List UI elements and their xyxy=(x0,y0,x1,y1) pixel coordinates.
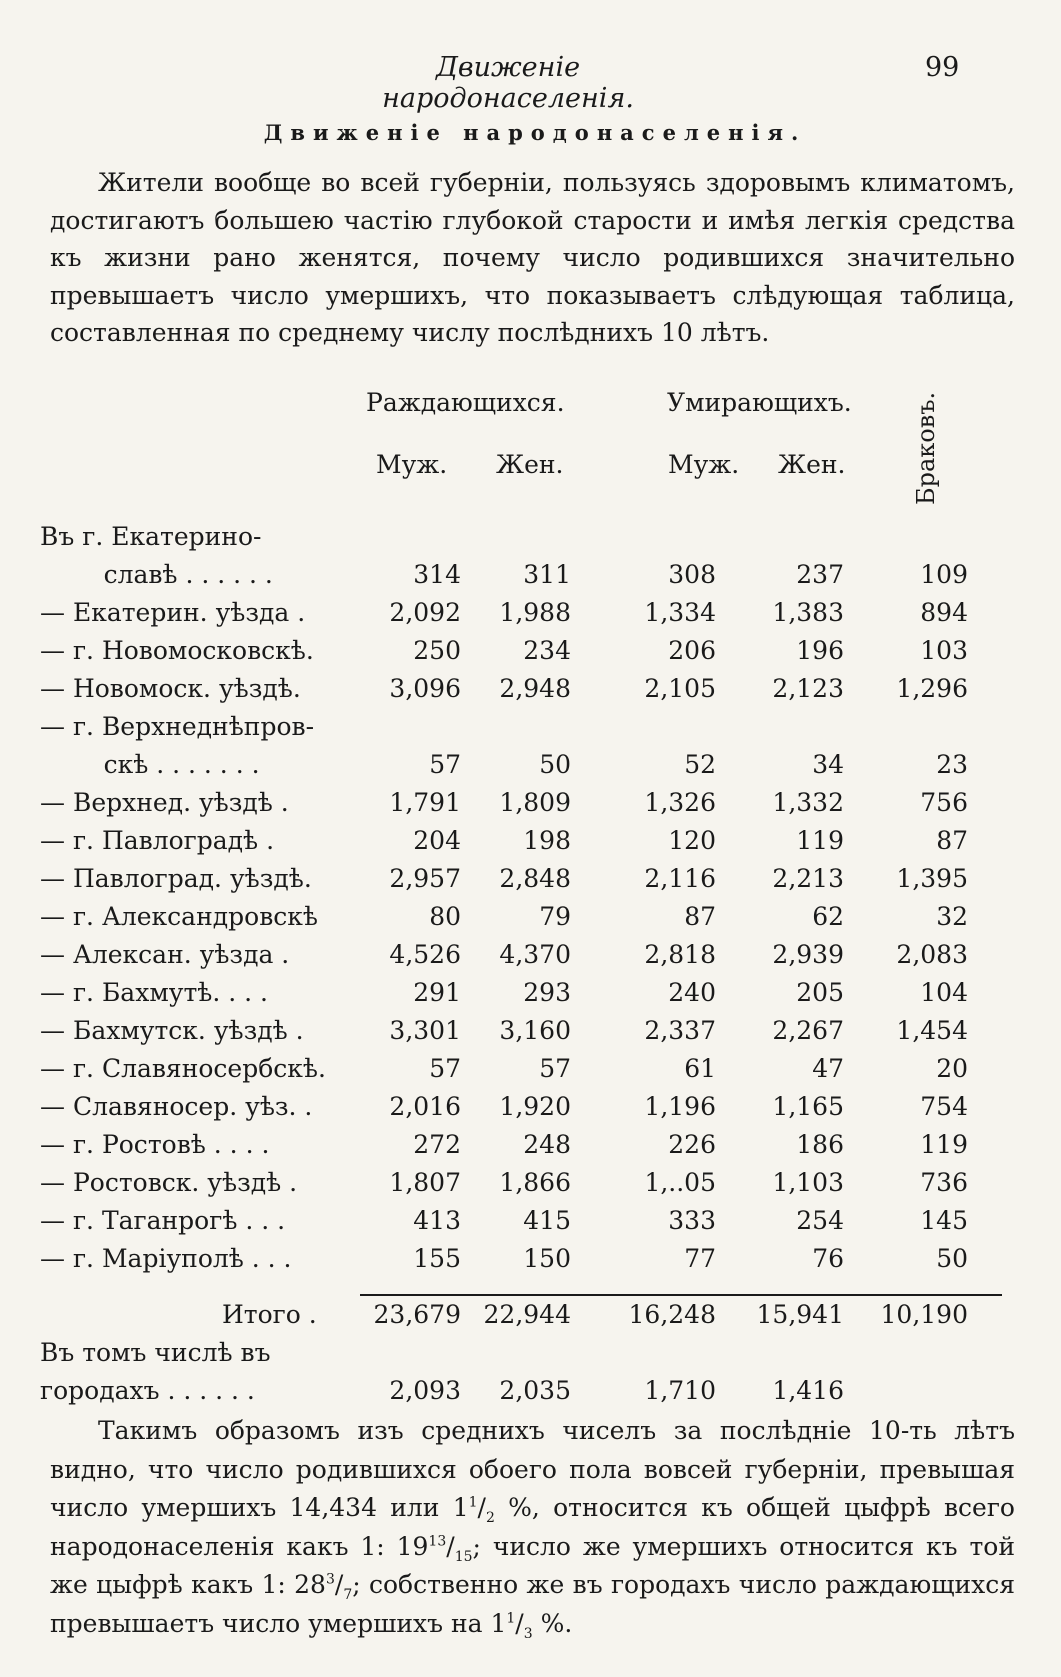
total-row xyxy=(0,1300,1061,1338)
deaths-female-cell: 47 xyxy=(812,1054,844,1083)
births-male-cell: 250 xyxy=(413,636,461,665)
births-female-cell: 150 xyxy=(523,1244,571,1273)
row-label: — Екатерин. уѣзда . xyxy=(40,598,306,627)
total-marriages: 10,190 xyxy=(880,1300,968,1329)
deaths-female-cell: 34 xyxy=(812,750,844,779)
deaths-male-cell: 2,337 xyxy=(644,1016,716,1045)
deaths-female-cell: 119 xyxy=(796,826,844,855)
table-row xyxy=(0,750,1061,788)
marriages-cell: 32 xyxy=(936,902,968,931)
row-label: Въ г. Екатерино- xyxy=(40,522,262,551)
deaths-female-cell: 237 xyxy=(796,560,844,589)
deaths-male-cell: 1,..05 xyxy=(644,1168,716,1197)
births-group-header: Раждающихся. xyxy=(366,388,565,417)
deaths-female-cell: 62 xyxy=(812,902,844,931)
marriages-cell: 1,454 xyxy=(896,1016,968,1045)
deaths-male-cell: 2,105 xyxy=(644,674,716,703)
total-births-male: 23,679 xyxy=(373,1300,461,1329)
deaths-male-cell: 333 xyxy=(668,1206,716,1235)
deaths-male-cell: 240 xyxy=(668,978,716,1007)
deaths-male-cell: 52 xyxy=(684,750,716,779)
births-female-cell: 415 xyxy=(523,1206,571,1235)
towns-births-male: 2,093 xyxy=(389,1376,461,1405)
deaths-female-cell: 2,939 xyxy=(772,940,844,969)
table-row xyxy=(0,864,1061,902)
births-female-header: Жен. xyxy=(496,450,564,479)
marriages-cell: 736 xyxy=(920,1168,968,1197)
towns-label-cont: городахъ . . . . . . xyxy=(40,1376,255,1405)
deaths-female-cell: 2,213 xyxy=(772,864,844,893)
births-male-header: Муж. xyxy=(376,450,448,479)
births-female-cell: 311 xyxy=(523,560,571,589)
births-female-cell: 2,848 xyxy=(499,864,571,893)
deaths-female-cell: 2,267 xyxy=(772,1016,844,1045)
deaths-male-cell: 77 xyxy=(684,1244,716,1273)
births-female-cell: 1,988 xyxy=(499,598,571,627)
row-label: — г. Новомосковскѣ. xyxy=(40,636,314,665)
deaths-male-cell: 226 xyxy=(668,1130,716,1159)
table-row xyxy=(0,1092,1061,1130)
table-row xyxy=(0,1206,1061,1244)
births-female-cell: 1,920 xyxy=(499,1092,571,1121)
closing-text-5: %. xyxy=(532,1608,573,1638)
marriages-cell: 119 xyxy=(920,1130,968,1159)
births-male-cell: 4,526 xyxy=(389,940,461,969)
row-label: — г. Ростовѣ . . . . xyxy=(40,1130,270,1159)
births-male-cell: 1,791 xyxy=(389,788,461,817)
towns-label: Въ томъ числѣ въ xyxy=(40,1338,271,1367)
deaths-female-cell: 1,165 xyxy=(772,1092,844,1121)
fraction-denominator: 2 xyxy=(485,1510,495,1526)
births-male-cell: 413 xyxy=(413,1206,461,1235)
births-male-cell: 3,301 xyxy=(389,1016,461,1045)
births-male-cell: 155 xyxy=(413,1244,461,1273)
marriages-cell: 754 xyxy=(920,1092,968,1121)
table-row xyxy=(0,522,1061,560)
marriages-cell: 23 xyxy=(936,750,968,779)
marriages-column-header: Браковъ. xyxy=(912,391,940,505)
deaths-male-cell: 1,196 xyxy=(644,1092,716,1121)
total-divider-line xyxy=(360,1294,1002,1296)
deaths-male-cell: 1,334 xyxy=(644,598,716,627)
births-male-cell: 204 xyxy=(413,826,461,855)
births-male-cell: 272 xyxy=(413,1130,461,1159)
marriages-cell: 1,395 xyxy=(896,864,968,893)
fraction-denominator: 3 xyxy=(523,1625,533,1642)
table-row xyxy=(0,1130,1061,1168)
births-female-cell: 2,948 xyxy=(499,674,571,703)
towns-row xyxy=(0,1376,1061,1414)
births-male-cell: 57 xyxy=(429,1054,461,1083)
table-row xyxy=(0,1244,1061,1282)
row-label: — г. Александровскѣ xyxy=(40,902,318,931)
closing-text-3: ; число же умершихъ относится къ той же цыфрѣ какъ 1: 28 xyxy=(50,1531,1016,1599)
row-label: — г. Маріуполѣ . . . xyxy=(40,1244,292,1273)
marriages-cell: 87 xyxy=(936,826,968,855)
towns-deaths-male: 1,710 xyxy=(644,1376,716,1405)
row-label: — г. Павлоградѣ . xyxy=(40,826,275,855)
table-row xyxy=(0,636,1061,674)
births-female-cell: 3,160 xyxy=(499,1016,571,1045)
deaths-male-cell: 1,326 xyxy=(644,788,716,817)
running-header: Движеніе народонаселенія. xyxy=(382,52,634,114)
deaths-female-cell: 1,103 xyxy=(772,1168,844,1197)
births-female-cell: 1,866 xyxy=(499,1168,571,1197)
marriages-cell: 756 xyxy=(920,788,968,817)
deaths-male-cell: 120 xyxy=(668,826,716,855)
marriages-cell: 2,083 xyxy=(896,940,968,969)
towns-births-female: 2,035 xyxy=(499,1376,571,1405)
marriages-cell: 104 xyxy=(920,978,968,1007)
deaths-male-cell: 2,116 xyxy=(644,864,716,893)
intro-paragraph: Жители вообще во всей губерніи, пользуясь здоровымъ климатомъ, достигаютъ большею частію глубокой старости и имѣя легкія средства къ жизни рано женятся, почему число родившихся значительно превышаетъ число умершихъ, что показываетъ слѣдующая таблица, составленная по среднему числу послѣднихъ 10 лѣтъ. xyxy=(50,168,1015,347)
deaths-female-cell: 2,123 xyxy=(772,674,844,703)
deaths-female-cell: 1,332 xyxy=(772,788,844,817)
deaths-male-cell: 2,818 xyxy=(644,940,716,969)
table-row xyxy=(0,826,1061,864)
fraction-numerator: 1 xyxy=(468,1494,478,1511)
total-deaths-male: 16,248 xyxy=(628,1300,716,1329)
deaths-female-header: Жен. xyxy=(778,450,846,479)
towns-row-label-line xyxy=(0,1338,1061,1376)
row-label: — Новомоск. уѣздѣ. xyxy=(40,674,301,703)
section-heading: Движеніе народонаселенія. xyxy=(263,120,807,145)
marriages-cell: 109 xyxy=(920,560,968,589)
births-female-cell: 198 xyxy=(523,826,571,855)
fraction-numerator: 3 xyxy=(325,1571,335,1588)
deaths-female-cell: 205 xyxy=(796,978,844,1007)
row-label: — г. Таганрогѣ . . . xyxy=(40,1206,286,1235)
marriages-cell: 103 xyxy=(920,636,968,665)
births-male-cell: 314 xyxy=(413,560,461,589)
towns-deaths-female: 1,416 xyxy=(772,1376,844,1405)
table-row xyxy=(0,788,1061,826)
births-female-cell: 4,370 xyxy=(499,940,571,969)
table-row xyxy=(0,674,1061,712)
deaths-male-header: Муж. xyxy=(668,450,740,479)
births-male-cell: 80 xyxy=(429,902,461,931)
births-female-cell: 57 xyxy=(539,1054,571,1083)
table-row xyxy=(0,1054,1061,1092)
closing-text-4: ; собственно же въ городахъ число раждающихся превышаетъ число умершихъ на 1 xyxy=(50,1570,1015,1638)
deaths-female-cell: 1,383 xyxy=(772,598,844,627)
table-row xyxy=(0,560,1061,598)
births-female-cell: 50 xyxy=(539,750,571,779)
row-label: — Славяносер. уѣз. . xyxy=(40,1092,313,1121)
births-female-cell: 1,809 xyxy=(499,788,571,817)
deaths-group-header: Умирающихъ. xyxy=(667,388,852,417)
deaths-male-cell: 61 xyxy=(684,1054,716,1083)
births-female-cell: 234 xyxy=(523,636,571,665)
total-births-female: 22,944 xyxy=(483,1300,571,1329)
row-label: — Алексан. уѣзда . xyxy=(40,940,290,969)
marriages-cell: 50 xyxy=(936,1244,968,1273)
row-label: славѣ . . . . . . xyxy=(40,560,273,589)
marriages-cell: 20 xyxy=(936,1054,968,1083)
deaths-female-cell: 196 xyxy=(796,636,844,665)
fraction-denominator: 7 xyxy=(343,1587,353,1603)
marriages-cell: 145 xyxy=(920,1206,968,1235)
births-female-cell: 293 xyxy=(523,978,571,1007)
table-row xyxy=(0,712,1061,750)
table-row xyxy=(0,598,1061,636)
births-female-cell: 79 xyxy=(539,902,571,931)
table-row xyxy=(0,1016,1061,1054)
row-label: — г. Верхнеднѣпров- xyxy=(40,712,315,741)
table-row xyxy=(0,902,1061,940)
page-number: 99 xyxy=(925,52,960,83)
marriages-cell: 1,296 xyxy=(896,674,968,703)
total-label: Итого . xyxy=(222,1300,317,1329)
row-label: — г. Славяносербскѣ. xyxy=(40,1054,326,1083)
row-label: — Ростовск. уѣздѣ . xyxy=(40,1168,298,1197)
births-male-cell: 57 xyxy=(429,750,461,779)
deaths-female-cell: 254 xyxy=(796,1206,844,1235)
fraction-denominator: 15 xyxy=(454,1548,473,1565)
deaths-female-cell: 76 xyxy=(812,1244,844,1273)
births-male-cell: 2,957 xyxy=(389,864,461,893)
row-label: — Бахмутск. уѣздѣ . xyxy=(40,1016,304,1045)
closing-paragraph: Такимъ образомъ изъ среднихъ чиселъ за послѣдніе 10-ть лѣтъ видно, что число родившихся обоего пола вовсей губерніи, превышая число умершихъ 14,434 или $1^1/_2$ %, относится къ общей цыфрѣ всего народонаселенія какъ 1: $19^{13}/_{15}$; число же умершихъ относится къ той же цыфрѣ какъ 1: $28^3/_7$; собственно же въ городахъ число раждающихся превышаетъ число умершихъ на $1^1/_3$ %. xyxy=(50,1416,1016,1642)
table-row xyxy=(0,940,1061,978)
row-label: — Павлоград. уѣздѣ. xyxy=(40,864,312,893)
table-row xyxy=(0,978,1061,1016)
closing-text-2: %, относится къ общей цыфрѣ всего народонаселенія какъ 1: 19 xyxy=(50,1493,1015,1561)
closing-text-1: Такимъ образомъ изъ среднихъ чиселъ за послѣдніе 10-ть лѣтъ видно, что число родившихся обоего пола вовсей губерніи, превышая число умершихъ 14,434 или 1 xyxy=(50,1416,1015,1522)
births-female-cell: 248 xyxy=(523,1130,571,1159)
row-label: скѣ . . . . . . . xyxy=(40,750,260,779)
marriages-cell: 894 xyxy=(920,598,968,627)
births-male-cell: 2,016 xyxy=(389,1092,461,1121)
fraction-numerator: 13 xyxy=(428,1533,447,1550)
row-label: — г. Бахмутѣ. . . . xyxy=(40,978,269,1007)
table-row xyxy=(0,1168,1061,1206)
deaths-male-cell: 308 xyxy=(668,560,716,589)
births-male-cell: 291 xyxy=(413,978,461,1007)
row-label: — Верхнед. уѣздѣ . xyxy=(40,788,289,817)
total-deaths-female: 15,941 xyxy=(756,1300,844,1329)
deaths-male-cell: 206 xyxy=(668,636,716,665)
deaths-male-cell: 87 xyxy=(684,902,716,931)
deaths-female-cell: 186 xyxy=(796,1130,844,1159)
fraction-numerator: 1 xyxy=(506,1610,516,1627)
births-male-cell: 1,807 xyxy=(389,1168,461,1197)
births-male-cell: 2,092 xyxy=(389,598,461,627)
births-male-cell: 3,096 xyxy=(389,674,461,703)
